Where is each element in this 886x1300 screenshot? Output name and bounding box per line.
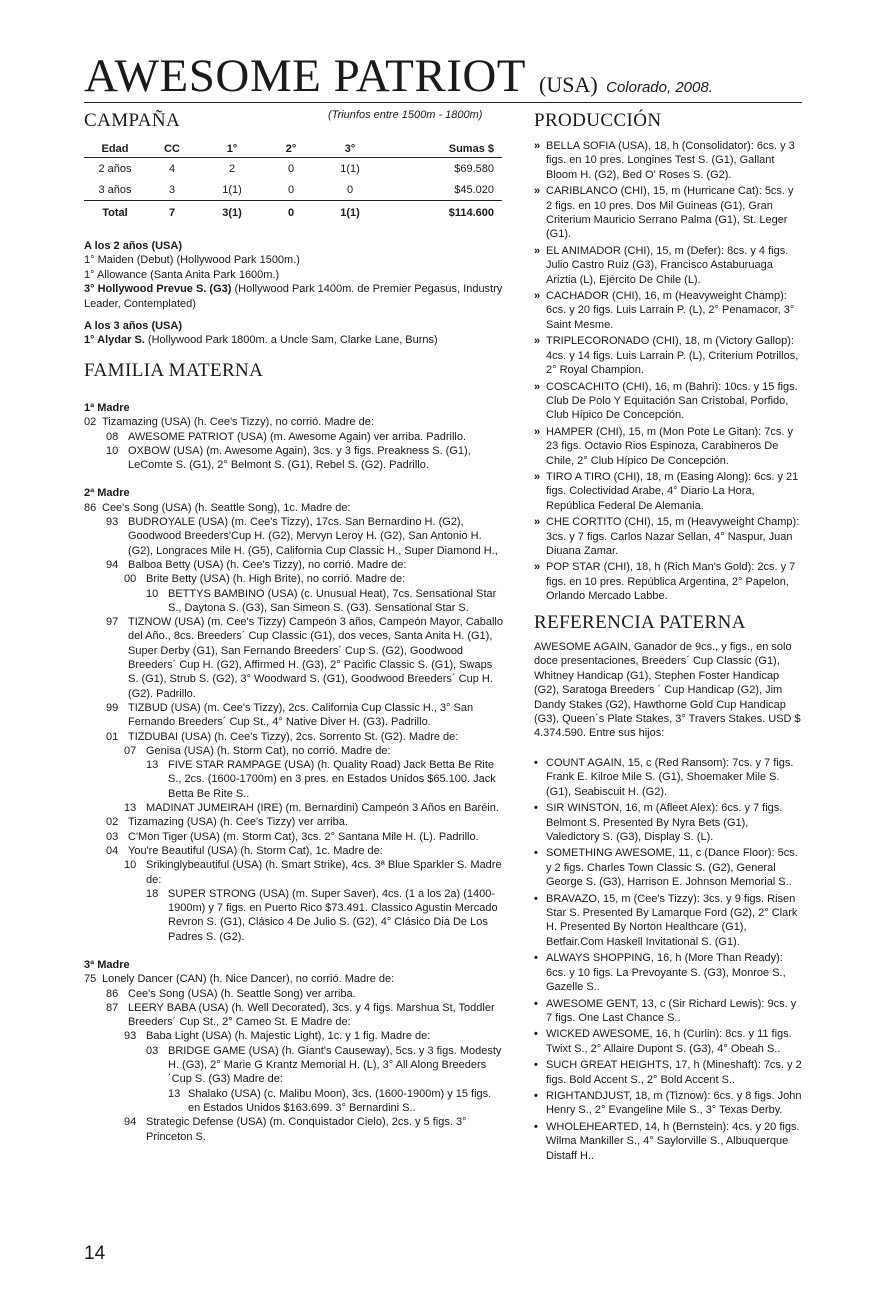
list-item: 86 Cee's Song (USA) (h. Seattle Song), 1c. Madre de: bbox=[84, 501, 351, 514]
col-sumas: Sumas $ bbox=[384, 140, 502, 158]
col-edad: Edad bbox=[84, 140, 146, 158]
list-item: • SIR WINSTON, 16, m (Afleet Alex): 6cs. y 7 figs. Belmont S. Presented By Nyra Bets (G1), Valedictory S. (G3), Display S. (L). bbox=[534, 802, 783, 844]
list-item: 99 TIZBUD (USA) (m. Cee's Tizzy), 2cs. California Cup Classic H., 3° San Fernando Breeders´ Cup St., 4° Native Diver H. (G3). Padrillo. bbox=[106, 701, 474, 729]
campaign-line: 1° Maiden (Debut) (Hollywood Park 1500m.) bbox=[84, 254, 300, 267]
list-item: » CARIBLANCO (CHI), 15, m (Hurricane Cat): 5cs. y 2 figs. en 10 pres. Dos Mil Guineas (G1), Gran Criterium Mauricio Serrano Palma (G1), St. Leger (G1). bbox=[534, 185, 794, 241]
list-item: 00 Brite Betty (USA) (h. High Brite), no corrió. Madre de: bbox=[124, 573, 406, 586]
list-item: • WICKED AWESOME, 16, h (Curlin): 8cs. y 11 figs. Twixt S., 2° Allaire Dupont S. (G3), 4° Obeah S.. bbox=[534, 1028, 792, 1055]
list-item: 07 Genisa (USA) (h. Storm Cat), no corrió. Madre de: bbox=[124, 744, 391, 757]
list-item: 13 FIVE STAR RAMPAGE (USA) (h. Quality Road) Jack Betta Be Rite S., 2cs. (1600-1700m) en 3 pres. en Estados Unidos $65.100. Jack Betta Be Rite S.. bbox=[146, 759, 496, 800]
col-cc: CC bbox=[146, 140, 198, 158]
col-tercero: 3° bbox=[316, 140, 384, 158]
list-item: 18 SUPER STRONG (USA) (m. Super Saver), 4cs. (1 a los 2a) (1400-1900m) y 7 figs. en Puerto Rico $73.491. Classico Agustin Mercado Revron S. (G1), Clásico 4 De Julio S. (G2), 4° Clásico Dia De Los Padres S. (G2). bbox=[146, 887, 498, 943]
familia-materna-list bbox=[84, 401, 504, 1144]
list-item: 94 Strategic Defense (USA) (m. Conquistador Cielo), 2cs. y 5 figs. 3° Princeton S. bbox=[124, 1116, 467, 1143]
list-item: 93 BUDROYALE (USA) (m. Cee's Tizzy), 17cs. San Bernardino H. (G2), Goodwood Breeders'Cup H. (G2), Mervyn Leroy H. (G2), San Antonio H.(G2), Longraces Mile H. (G5), California Cup Classic H., Super Diamond H., bbox=[106, 516, 498, 557]
list-item: 94 Balboa Betty (USA) (h. Cee's Tizzy), no corrió. Madre de: bbox=[106, 558, 407, 571]
year-label: A los 2 años (USA) bbox=[84, 240, 182, 252]
table-cell: Total bbox=[84, 201, 146, 226]
table-cell: 3(1) bbox=[198, 201, 266, 226]
list-item: • SOMETHING AWESOME, 11, c (Dance Floor): 5cs. y 2 figs. Charles Town Classic S. (G2), General George S. (G3), Harrison E. Johnson Memorial S.. bbox=[534, 847, 798, 889]
list-item: 10 BETTYS BAMBINO (USA) (c. Unusual Heat), 7cs. Sensational Star S., Daytona S. (G3), San Simeon S. (G3). Sensational Star S. bbox=[146, 587, 497, 614]
familia-heading: FAMILIA MATERNA bbox=[84, 360, 264, 381]
campaign-line: 1° Alydar S. (Hollywood Park 1800m. a Uncle Sam, Clarke Lane, Burns) bbox=[84, 334, 438, 347]
horse-name: AWESOME PATRIOT bbox=[84, 50, 526, 102]
table-cell: 0 bbox=[266, 201, 316, 226]
list-item: 02 Tizamazing (USA) (h. Cee's Tizzy) ver arriba. bbox=[106, 816, 348, 829]
list-item: 97 TIZNOW (USA) (m. Cee's Tizzy) Campeón 3 años, Campeón Mayor, Caballo del Año., 8cs. Breeders´ Cup Classic (G1), dos veces, Santa Anita H. (G1), Super Derby (G1), San Fernando Breeders´ Cup S. (G2), Goodwood Breeders´ Cup H. (G2), Affirmed H. (G3), 2° Pacific Classic S. (G1), Swaps S. (G1), Strub S. (G2), 3° Woodward S. (G1), Goodwood Breeders´ Cup H. (G2). Padrillo. bbox=[106, 616, 503, 700]
list-item: » TIRO A TIRO (CHI), 18, m (Easing Along): 6cs. y 21 figs. Colectividad Arabe, 4° Diario La Hora, República Federal De Alemania. bbox=[534, 470, 799, 512]
list-item: » COSCACHITO (CHI), 16, m (Bahri): 10cs. y 15 figs. Club De Polo Y Equitación San Cristobal, Porfido, Club Hípico De Concepción. bbox=[534, 380, 798, 422]
list-item: • RIGHTANDJUST, 18, m (Tiznow): 6cs. y 8 figs. John Henry S., 2° Evangeline Mile S., 3° Texas Derby. bbox=[534, 1089, 802, 1117]
list-item: 75 Lonely Dancer (CAN) (h. Nice Dancer), no corrió. Madre de: bbox=[84, 973, 395, 986]
campana-note: (Triunfos entre 1500m - 1800m) bbox=[328, 109, 483, 121]
referencia-intro: AWESOME AGAIN, Ganador de 9cs., y figs., en solo doce presentaciones, Breeders´ Cup Classic (G1), Whitney Handicap (G1), Stephen Foster Handicap (G2), Saratoga Breeders ´ Cup Handicap (G2), Jim Dandy Stakes (G2), Hawthorne Gold Cup Handicap (G3), Queen´s Plate Stakes, 3° Travers Stakes. USD $ 4.374.590. Entre sus hijos: bbox=[534, 641, 801, 740]
list-item: 08 AWESOME PATRIOT (USA) (m. Awesome Again) ver arriba. Padrillo. bbox=[106, 430, 467, 443]
table-total-row bbox=[84, 201, 502, 226]
madre-label: 2ª Madre bbox=[84, 487, 130, 500]
table-cell: 0 bbox=[287, 183, 295, 196]
list-item: 03 BRIDGE GAME (USA) (h. Giant's Causeway), 5cs. y 3 figs. Modesty H. (G3), 2° Marie G Krantz Memorial H. (L), 3° All Along Breeders´Cup S. (G3) Madre de: bbox=[146, 1044, 502, 1086]
referencia-list bbox=[534, 756, 802, 1165]
table-cell: 0 bbox=[287, 162, 295, 175]
list-item: • ALWAYS SHOPPING, 16, h (More Than Ready): 6cs. y 10 figs. La Prevoyante S. (G3), Monroe S., Gazelle S.. bbox=[534, 952, 786, 994]
col-segundo: 2° bbox=[266, 140, 316, 158]
list-item: 13 MADINAT JUMEIRAH (IRE) (m. Bernardini) Campeón 3 Años en Baréin. bbox=[124, 802, 499, 815]
list-item: 03 C'Mon Tiger (USA) (m. Storm Cat), 3cs. 2° Santana Mile H. (L). Padrillo. bbox=[106, 830, 479, 843]
list-item: • BRAVAZO, 15, m (Cee's Tizzy): 3cs. y 9 figs. Risen Star S. Presented By Lamarque Ford (G2), 2° Clark H. Presented By Norton Healthcare (G1), Betfair.Com Haskell Invitational S. (G1). bbox=[534, 892, 798, 948]
list-item: 10 OXBOW (USA) (m. Awesome Again), 3cs. y 3 figs. Preakness S. (G1), LeComte S. (G1), 2° Belmont S. (G1), Rebel S. (G2). Padrillo. bbox=[106, 444, 471, 472]
madre-label: 3ª Madre bbox=[84, 958, 130, 971]
list-item: • SUCH GREAT HEIGHTS, 17, h (Mineshaft): 7cs. y 2 figs. Bold Accent S., 2° Bold Accent S.. bbox=[534, 1059, 802, 1086]
list-item: 93 Baba Light (USA) (h. Majestic Light), 1c. y 1 fig. Madre de: bbox=[124, 1030, 431, 1043]
list-item: » CHE CORTITO (CHI), 15, m (Heavyweight Champ): 3cs. y 7 figs. Carlos Nazar Sellan, 4° Naspur, Juan Diuana Zamar. bbox=[534, 516, 800, 557]
list-item: 02 Tizamazing (USA) (h. Cee's Tizzy), no corrió. Madre de: bbox=[84, 416, 374, 429]
title-row bbox=[84, 52, 802, 103]
table-cell: 1(1) bbox=[222, 183, 242, 196]
list-item: • WHOLEHEARTED, 14, h (Bernstein): 4cs. y 20 figs. Wilma Mankiller S., 4° Saylorville S., Albuquerque Distaff H.. bbox=[534, 1120, 800, 1162]
title-subline bbox=[539, 72, 713, 98]
list-item: • AWESOME GENT, 13, c (Sir Richard Lewis): 9cs. y 7 figs. One Last Chance S.. bbox=[534, 997, 797, 1024]
year-label: A los 3 años (USA) bbox=[84, 320, 182, 333]
page-number: 14 bbox=[84, 1243, 106, 1264]
list-item: 10 Srikinglybeautiful (USA) (h. Smart Strike), 4cs. 3ª Blue Sparkler S. Madre de: bbox=[124, 859, 502, 886]
list-item: » CACHADOR (CHI), 16, m (Heavyweight Champ): 6cs. y 20 figs. Luis Larrain P. (L), 2° Penamacor, 3° Saint Mesme. bbox=[534, 290, 795, 331]
table-cell: 3 años bbox=[98, 183, 132, 196]
list-item: 13 Shalako (USA) (c. Malibu Moon), 3cs. (1600-1900m) y 15 figs. en Estados Unidos $163.699. 3° Bernardini S.. bbox=[168, 1087, 492, 1114]
campaign-line: 1° Allowance (Santa Anita Park 1600m.) bbox=[84, 268, 280, 281]
table-cell: 2 bbox=[228, 162, 236, 175]
campana-heading: CAMPAÑA bbox=[84, 110, 181, 131]
table-row bbox=[84, 179, 502, 201]
table-cell: 4 bbox=[168, 162, 176, 175]
list-item: » EL ANIMADOR (CHI), 15, m (Defer): 8cs. y 4 figs. Julio Castro Ruiz (G3), Francisco Astaburuaga Ariztia (L), Ejército De Chile (L). bbox=[534, 244, 789, 286]
table-cell: 1(1) bbox=[316, 201, 384, 226]
produccion-list bbox=[534, 139, 802, 606]
horse-origin: Colorado, 2008. bbox=[606, 79, 713, 96]
list-item: » TRIPLECORONADO (CHI), 18, m (Victory Gallop): 4cs. y 14 figs. Luis Larrain P. (L), Criterium Potrillos, 2° Royal Champion. bbox=[534, 335, 799, 377]
referencia-heading: REFERENCIA PATERNA bbox=[534, 612, 746, 633]
list-item: » POP STAR (CHI), 18, h (Rich Man's Gold): 2cs. y 7 figs. en 10 pres. República Argentina, 2° Papelon, Orlando Mercado Labbe. bbox=[534, 561, 796, 603]
table-cell: $69.580 bbox=[454, 162, 494, 175]
col-primero: 1° bbox=[198, 140, 266, 158]
list-item: 04 You're Beautiful (USA) (h. Storm Cat), 1c. Madre de: bbox=[106, 844, 383, 857]
table-cell: $114.600 bbox=[384, 201, 502, 226]
list-item: » BELLA SOFIA (USA), 18, h (Consolidator): 6cs. y 3 figs. en 10 pres. Longines Test S. (G1), Gallant Bloom H. (G2), Bed O' Roses S. (G2). bbox=[534, 140, 795, 181]
madre-label: 1ª Madre bbox=[84, 402, 130, 414]
list-item: 01 TIZDUBAI (USA) (h. Cee's Tizzy), 2cs. Sorrento St. (G2). Madre de: bbox=[106, 730, 459, 743]
horse-country: (USA) bbox=[539, 72, 598, 97]
list-item: 86 Cee's Song (USA) (h. Seattle Song) ver arriba. bbox=[106, 987, 356, 1000]
list-item: 87 LEERY BABA (USA) (h. Well Decorated), 3cs. y 4 figs. Marshua St, Toddler Breeders´ Cup St., 2° Cameo St. E Madre de: bbox=[106, 1001, 495, 1029]
list-item: • COUNT AGAIN, 15, c (Red Ransom): 7cs. y 7 figs. Frank E. Kilroe Mile S. (G1), Shoemaker Mile S. (G1), Seabiscuit H. (G2). bbox=[534, 757, 794, 798]
table-row bbox=[84, 158, 502, 180]
campana-table bbox=[84, 140, 502, 225]
table-cell: 3 bbox=[168, 183, 176, 196]
table-cell: 0 bbox=[346, 183, 354, 196]
table-cell: 7 bbox=[146, 201, 198, 226]
campana-details bbox=[84, 239, 504, 348]
table-cell: $45.020 bbox=[454, 183, 494, 196]
table-cell: 1(1) bbox=[340, 162, 360, 175]
campaign-line: 3° Hollywood Prevue S. (G3) (Hollywood Park 1400m. de Premier Pegasus, Industry Leader, Contemplated) bbox=[84, 283, 503, 310]
table-cell: 2 años bbox=[98, 162, 132, 175]
table-header-row bbox=[84, 140, 502, 158]
produccion-heading: PRODUCCIÓN bbox=[534, 110, 662, 131]
list-item: » HAMPER (CHI), 15, m (Mon Pote Le Gitan): 7cs. y 23 figs. Octavio Rios Espinoza, Carabineros De Chile, 2° Club Hípico De Concepción. bbox=[534, 425, 793, 467]
